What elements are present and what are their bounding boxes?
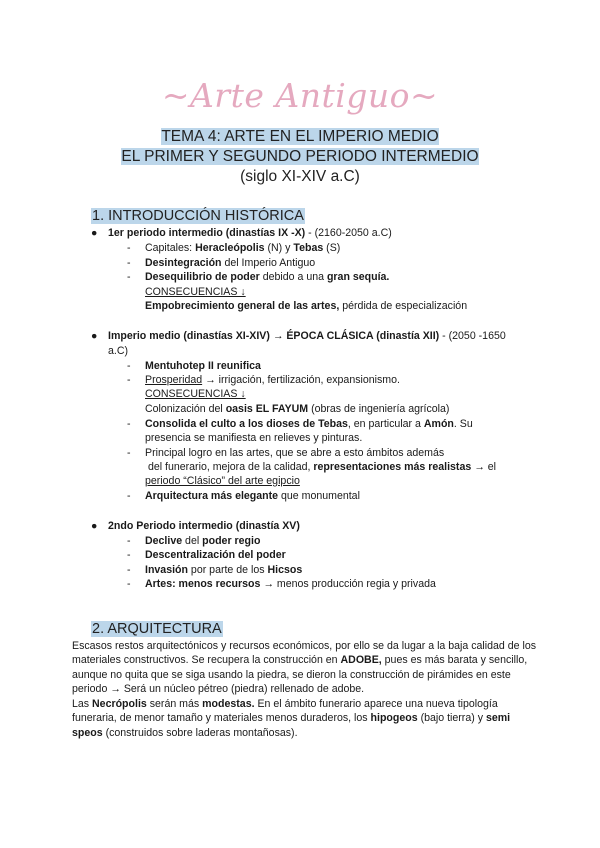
section-1-heading	[91, 208, 305, 224]
bullet-dot: ●	[91, 227, 98, 239]
b2-item-3: Consolida el culto a los dioses de Tebas, en particular a Amón. Su	[145, 418, 473, 430]
dash: -	[127, 418, 131, 430]
b2-item-4-cont-2: periodo “Clásico” del arte egipcio	[145, 475, 300, 487]
b3-item-2: Descentralización del poder	[145, 549, 286, 561]
dash: -	[127, 360, 131, 372]
bullet-3-heading: 2ndo Periodo intermedio (dinastía XV)	[108, 520, 300, 532]
bullet-1-heading: 1er periodo intermedio (dinastías IX -X) - (2160-2050 a.C)	[108, 227, 392, 239]
b2-item-2: Prosperidad → irrigación, fertilización, expansionismo.	[145, 374, 400, 386]
b2-item-1: Mentuhotep II reunifica	[145, 360, 261, 372]
b1-item-2: Desintegración del Imperio Antiguo	[145, 257, 316, 269]
b2-consequences-label: CONSECUENCIAS ↓	[145, 388, 246, 400]
dash: -	[127, 535, 131, 547]
section-1-heading-text: 1. INTRODUCCIÓN HISTÓRICA	[92, 208, 304, 224]
b1-consequences-label: CONSECUENCIAS ↓	[145, 286, 246, 298]
dash: -	[127, 257, 131, 269]
b2-item-4-cont: del funerario, mejora de la calidad, representaciones más realistas → el	[145, 461, 496, 473]
bullet-dot: ●	[91, 330, 98, 342]
b2-item-4: Principal logro en las artes, que se abre a esto ámbitos además	[145, 447, 445, 459]
b3-item-1: Declive del poder regio	[145, 535, 261, 547]
b1-consequences-text: Empobrecimiento general de las artes, pérdida de especialización	[145, 300, 468, 312]
title-line-2: EL PRIMER Y SEGUNDO PERIODO INTERMEDIO	[121, 148, 479, 165]
section-2-paragraph-1: Escasos restos arquitectónicos y recursos económicos, por ello se da lugar a la baja calidad de los materiales constructivos. Se recupera la construcción en ADOBE, pues es más barata y sencillo, aunque no quita que se siga usando la piedra, se dieron la construcción de pirámides en este periodo → Será un núcleo pétreo (piedra) rellenado de adobe.	[72, 640, 537, 695]
b3-item-4: Artes: menos recursos → menos producción regia y privada	[145, 578, 436, 590]
b2-item-3-cont: presencia se manifiesta en relieves y pinturas.	[145, 432, 363, 444]
dash: -	[127, 242, 131, 254]
title-block	[0, 127, 600, 187]
dash: -	[127, 549, 131, 561]
b2-consequences-text: Colonización del oasis EL FAYUM (obras de ingeniería agrícola)	[145, 403, 450, 415]
title-line-1: TEMA 4: ARTE EN EL IMPERIO MEDIO	[161, 128, 439, 145]
section-2-heading	[91, 621, 223, 637]
dash: -	[127, 447, 131, 459]
dash: -	[127, 490, 131, 502]
brand-header: ~Arte Antiguo~	[161, 76, 439, 115]
bullet-2-heading-cont: a.C)	[108, 345, 129, 357]
dash: -	[127, 564, 131, 576]
dash: -	[127, 271, 131, 283]
section-2-heading-text: 2. ARQUITECTURA	[92, 621, 222, 637]
b1-item-1: Capitales: Heracleópolis (N) y Tebas (S)	[145, 242, 341, 254]
b1-item-3: Desequilibrio de poder debido a una gran sequía.	[145, 271, 390, 283]
dash: -	[127, 578, 131, 590]
bullet-dot: ●	[91, 520, 98, 532]
section-2-paragraph-2: Las Necrópolis serán más modestas. En el ámbito funerario aparece una nueva tipología funeraria, de menor tamaño y materiales menos duraderos, los hipogeos (bajo tierra) y semi speos (construidos sobre laderas montañosas).	[72, 698, 511, 739]
bullet-2-heading: Imperio medio (dinastías XI-XIV) → ÉPOCA CLÁSICA (dinastía XII) - (2050 -1650	[108, 330, 506, 342]
b2-item-5: Arquitectura más elegante que monumental	[145, 490, 360, 502]
b3-item-3: Invasión por parte de los Hicsos	[145, 564, 303, 576]
dash: -	[127, 374, 131, 386]
title-line-3: (siglo XI-XIV a.C)	[240, 168, 360, 185]
